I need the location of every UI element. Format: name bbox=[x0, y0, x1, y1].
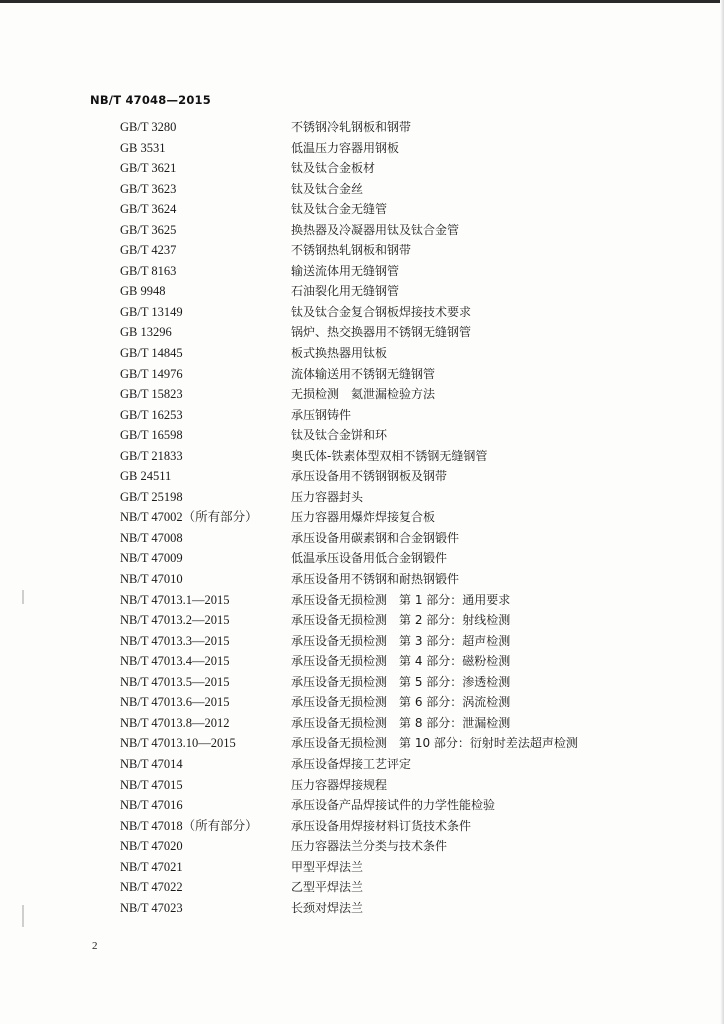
reference-title: 不锈钢冷轧钢板和钢带 bbox=[291, 120, 412, 134]
reference-row bbox=[0, 528, 724, 549]
reference-code: GB 13296 bbox=[120, 325, 172, 340]
reference-code: GB/T 14976 bbox=[120, 366, 183, 381]
reference-title: 输送流体用无缝钢管 bbox=[291, 263, 400, 278]
reference-row bbox=[0, 343, 724, 364]
reference-row bbox=[0, 405, 724, 426]
reference-title: 乙型平焊法兰 bbox=[291, 880, 364, 895]
reference-title: 无损检测 氦泄漏检验方法 bbox=[291, 387, 436, 402]
reference-code: GB/T 3280 bbox=[120, 120, 177, 134]
reference-title: 奥氏体-铁素体型双相不锈钢无缝钢管 bbox=[291, 448, 488, 463]
reference-row bbox=[0, 199, 724, 220]
reference-row bbox=[0, 507, 724, 528]
reference-row bbox=[0, 158, 724, 179]
reference-title: 承压设备产品焊接试件的力学性能检验 bbox=[291, 798, 496, 813]
reference-row bbox=[0, 240, 724, 261]
normative-references-list bbox=[0, 117, 724, 918]
reference-row bbox=[0, 220, 724, 241]
reference-code: NB/T 47013.2—2015 bbox=[120, 613, 230, 628]
reference-title: 锅炉、热交换器用不锈钢无缝钢管 bbox=[291, 325, 472, 340]
reference-title: 压力容器法兰分类与技术条件 bbox=[291, 839, 448, 854]
reference-title: 承压设备无损检测 第 10 部分：衍射时差法超声检测 bbox=[291, 736, 578, 751]
reference-row bbox=[0, 322, 724, 343]
reference-code: GB/T 3625 bbox=[120, 222, 177, 237]
reference-code: GB/T 16253 bbox=[120, 407, 183, 422]
reference-row bbox=[0, 877, 724, 898]
reference-row bbox=[0, 733, 724, 754]
reference-title: 承压设备无损检测 第 8 部分：泄漏检测 bbox=[291, 715, 511, 730]
reference-code: GB/T 3624 bbox=[120, 202, 177, 217]
reference-code: NB/T 47018（所有部分） bbox=[120, 818, 258, 833]
reference-row bbox=[0, 672, 724, 693]
reference-code: NB/T 47014 bbox=[120, 756, 183, 771]
reference-code: NB/T 47013.3—2015 bbox=[120, 633, 230, 648]
reference-row bbox=[0, 179, 724, 200]
reference-title: 钛及钛合金丝 bbox=[291, 181, 364, 196]
reference-row bbox=[0, 446, 724, 467]
reference-row bbox=[0, 795, 724, 816]
reference-title: 板式换热器用钛板 bbox=[291, 346, 388, 361]
reference-code: NB/T 47020 bbox=[120, 839, 183, 854]
reference-row bbox=[0, 384, 724, 405]
reference-code: NB/T 47021 bbox=[120, 859, 183, 874]
reference-row bbox=[0, 754, 724, 775]
reference-title: 不锈钢热轧钢板和钢带 bbox=[291, 243, 412, 258]
reference-title: 钛及钛合金复合钢板焊接技术要求 bbox=[291, 304, 472, 319]
reference-code: NB/T 47013.8—2012 bbox=[120, 715, 230, 730]
reference-row bbox=[0, 610, 724, 631]
reference-title: 低温压力容器用钢板 bbox=[291, 140, 400, 155]
reference-row bbox=[0, 631, 724, 652]
reference-row bbox=[0, 281, 724, 302]
reference-code: GB 24511 bbox=[120, 469, 172, 484]
reference-title: 承压设备用不锈钢钢板及钢带 bbox=[291, 469, 448, 484]
reference-title: 石油裂化用无缝钢管 bbox=[291, 284, 400, 299]
reference-code: GB/T 3621 bbox=[120, 161, 177, 176]
reference-row bbox=[0, 857, 724, 878]
reference-code: NB/T 47013.10—2015 bbox=[120, 736, 236, 751]
reference-row bbox=[0, 138, 724, 159]
reference-title: 承压钢铸件 bbox=[291, 407, 352, 422]
scan-top-edge bbox=[0, 0, 724, 3]
reference-code: GB/T 15823 bbox=[120, 387, 183, 402]
reference-title: 压力容器焊接规程 bbox=[291, 777, 388, 792]
reference-row bbox=[0, 548, 724, 569]
reference-title: 压力容器封头 bbox=[291, 489, 364, 504]
reference-code: NB/T 47013.6—2015 bbox=[120, 695, 230, 710]
reference-code: NB/T 47013.1—2015 bbox=[120, 592, 230, 607]
reference-row bbox=[0, 590, 724, 611]
reference-title: 流体输送用不锈钢无缝钢管 bbox=[291, 366, 436, 381]
reference-row bbox=[0, 775, 724, 796]
reference-code: NB/T 47013.5—2015 bbox=[120, 674, 230, 689]
reference-title: 压力容器用爆炸焊接复合板 bbox=[291, 510, 436, 525]
reference-row bbox=[0, 836, 724, 857]
reference-title: 钛及钛合金板材 bbox=[291, 161, 376, 176]
reference-code: GB/T 21833 bbox=[120, 448, 183, 463]
reference-title: 承压设备无损检测 第 3 部分：超声检测 bbox=[291, 633, 511, 648]
reference-row bbox=[0, 487, 724, 508]
reference-title: 承压设备用碳素钢和合金钢锻件 bbox=[291, 530, 460, 545]
reference-code: GB/T 4237 bbox=[120, 243, 177, 258]
reference-code: NB/T 47022 bbox=[120, 880, 183, 895]
reference-code: NB/T 47015 bbox=[120, 777, 183, 792]
reference-row bbox=[0, 261, 724, 282]
reference-code: NB/T 47008 bbox=[120, 530, 183, 545]
reference-row bbox=[0, 651, 724, 672]
reference-row bbox=[0, 425, 724, 446]
reference-title: 承压设备焊接工艺评定 bbox=[291, 756, 412, 771]
reference-code: GB/T 25198 bbox=[120, 489, 183, 504]
reference-code: NB/T 47002（所有部分） bbox=[120, 510, 258, 525]
reference-row bbox=[0, 466, 724, 487]
reference-code: GB/T 13149 bbox=[120, 304, 183, 319]
reference-code: GB/T 3623 bbox=[120, 181, 177, 196]
reference-code: NB/T 47023 bbox=[120, 900, 183, 915]
reference-title: 承压设备无损检测 第 1 部分：通用要求 bbox=[291, 592, 511, 607]
reference-title: 承压设备无损检测 第 4 部分：磁粉检测 bbox=[291, 654, 511, 669]
reference-title: 钛及钛合金饼和环 bbox=[291, 428, 388, 443]
reference-title: 钛及钛合金无缝管 bbox=[291, 202, 388, 217]
reference-title: 承压设备用焊接材料订货技术条件 bbox=[291, 818, 472, 833]
reference-code: GB/T 14845 bbox=[120, 346, 183, 361]
reference-row bbox=[0, 302, 724, 323]
reference-row bbox=[0, 713, 724, 734]
reference-row bbox=[0, 816, 724, 837]
page-number: 2 bbox=[92, 940, 98, 952]
reference-title: 甲型平焊法兰 bbox=[291, 859, 364, 874]
reference-code: NB/T 47016 bbox=[120, 798, 183, 813]
standard-number-header: NB/T 47048—2015 bbox=[90, 93, 211, 107]
reference-code: NB/T 47010 bbox=[120, 572, 183, 587]
reference-row bbox=[0, 569, 724, 590]
reference-title: 承压设备无损检测 第 5 部分：渗透检测 bbox=[291, 674, 511, 689]
reference-title: 换热器及冷凝器用钛及钛合金管 bbox=[291, 222, 460, 237]
reference-code: GB/T 8163 bbox=[120, 263, 177, 278]
reference-code: NB/T 47009 bbox=[120, 551, 183, 566]
reference-row bbox=[0, 364, 724, 385]
reference-code: GB/T 16598 bbox=[120, 428, 183, 443]
reference-title: 承压设备无损检测 第 2 部分：射线检测 bbox=[291, 613, 511, 628]
reference-code: GB 9948 bbox=[120, 284, 166, 299]
reference-title: 承压设备无损检测 第 6 部分：涡流检测 bbox=[291, 695, 511, 710]
reference-title: 长颈对焊法兰 bbox=[291, 900, 364, 915]
reference-row bbox=[0, 692, 724, 713]
reference-row bbox=[0, 117, 724, 138]
reference-code: GB 3531 bbox=[120, 140, 166, 155]
reference-row bbox=[0, 898, 724, 919]
reference-title: 低温承压设备用低合金钢锻件 bbox=[291, 551, 448, 566]
reference-code: NB/T 47013.4—2015 bbox=[120, 654, 230, 669]
reference-title: 承压设备用不锈钢和耐热钢锻件 bbox=[291, 572, 460, 587]
